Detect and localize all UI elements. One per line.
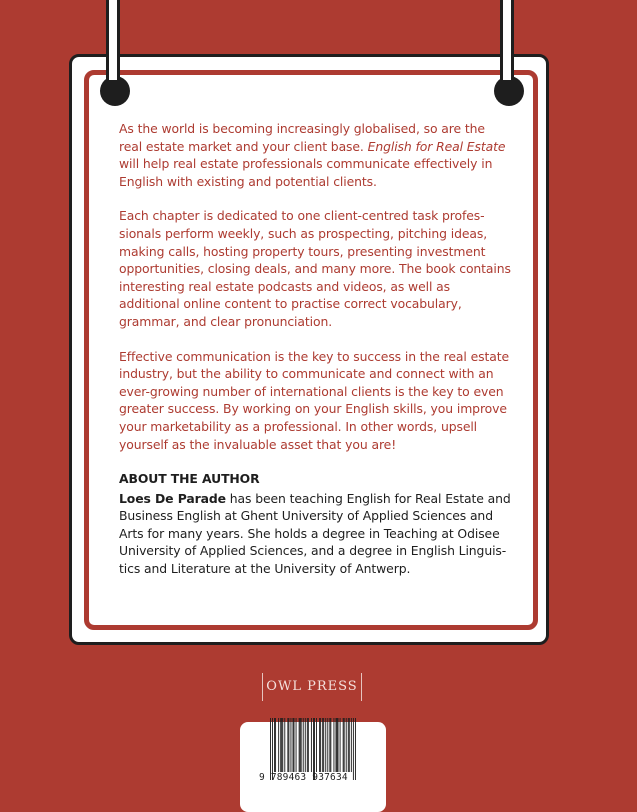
author-name: Loes De Parade bbox=[119, 490, 226, 506]
barcode-bar bbox=[280, 718, 281, 772]
description-paragraph-3: Effective communication is the key to success in the real estate industry, but the ability to communicate and connect with an ever-growing number of international clients is the key to even greater success. By working on your English skills, you improve your marketability as a professional. In other words, upsell yourself as the invaluable asset that you are! bbox=[119, 348, 510, 452]
barcode-bar bbox=[337, 718, 338, 772]
description-paragraph-1-intro: As the world is becoming increasingly globalised, so are the real estate market and your client base. bbox=[119, 121, 485, 154]
barcode-bar bbox=[336, 718, 337, 772]
barcode-bar bbox=[282, 718, 283, 772]
barcode-bar bbox=[327, 718, 328, 772]
description-paragraph-1-end: will help real estate professionals communicate effectively in English with existing and potential clients. bbox=[119, 156, 493, 189]
barcode-bar bbox=[330, 718, 331, 772]
barcode-bar bbox=[290, 718, 291, 772]
author-bio-text: has been teaching English for Real Estate and Business English at Ghent University of Applied Sciences and Arts for many years. She holds a degree in Teaching at Odisee University of Applied Sciences, and a degree in English Linguistics and Literature at the University of Antwerp. bbox=[119, 490, 511, 577]
barcode-bar bbox=[344, 718, 345, 772]
hanger-left bbox=[106, 0, 120, 83]
barcode-bar bbox=[340, 718, 341, 772]
barcode-bar bbox=[270, 718, 271, 780]
barcode-bar bbox=[281, 718, 282, 772]
barcode-icon bbox=[270, 718, 356, 780]
barcode-bar bbox=[303, 718, 304, 772]
barcode-bar bbox=[300, 718, 301, 772]
barcode-bar bbox=[333, 718, 334, 772]
barcode-bar bbox=[348, 718, 349, 772]
barcode-bar bbox=[275, 718, 276, 772]
barcode-bar bbox=[320, 718, 321, 772]
barcode-bar bbox=[351, 718, 352, 772]
barcode-bar bbox=[278, 718, 279, 772]
hanger-right bbox=[500, 0, 514, 83]
barcode-bar bbox=[316, 718, 317, 772]
barcode-bar bbox=[313, 718, 314, 780]
barcode-bar bbox=[314, 718, 315, 780]
book-title: English for Real Estate bbox=[367, 138, 506, 154]
description-paragraph-1 bbox=[119, 120, 511, 190]
barcode-bar bbox=[353, 718, 354, 780]
publisher-logo: OWL PRESS bbox=[262, 673, 362, 701]
barcode-bar bbox=[311, 718, 312, 772]
author-bio bbox=[119, 490, 511, 578]
barcode-bar bbox=[299, 718, 300, 772]
barcode-bar bbox=[307, 718, 308, 772]
barcode-bar bbox=[355, 718, 356, 780]
barcode-bar bbox=[322, 718, 323, 772]
barcode-bar bbox=[272, 718, 273, 780]
barcode-bar bbox=[274, 718, 275, 772]
barcode-bar bbox=[288, 718, 289, 772]
barcode-bar bbox=[323, 718, 324, 772]
barcode-bar bbox=[319, 718, 320, 772]
barcode-bar bbox=[284, 718, 285, 772]
barcode-number: 9 789463 937634 bbox=[259, 772, 348, 783]
barcode-bar bbox=[293, 718, 294, 772]
barcode-bar bbox=[343, 718, 344, 772]
barcode-bar bbox=[308, 718, 309, 772]
about-author-heading: ABOUT THE AUTHOR bbox=[119, 471, 260, 487]
barcode-bar bbox=[294, 718, 295, 772]
barcode-bar bbox=[346, 718, 347, 772]
barcode-bar bbox=[305, 718, 306, 772]
barcode-bar bbox=[301, 718, 302, 772]
barcode-bar bbox=[287, 718, 288, 772]
back-cover-text bbox=[119, 120, 511, 578]
description-paragraph-2: Each chapter is dedicated to one client-centred task professionals perform weekly, such as prospecting, pitching ideas, making calls, hosting property tours, presenting investment opportunities, closing deals, and many more. The book contains interesting real estate podcasts and videos, as well as additional online content to practise correct vocabulary, grammar, and clear pronunciation. bbox=[119, 208, 511, 329]
barcode-bar bbox=[329, 718, 330, 772]
barcode-bar bbox=[296, 718, 297, 772]
barcode-bar bbox=[349, 718, 350, 772]
barcode-bar bbox=[325, 718, 326, 772]
barcode-bar bbox=[338, 718, 339, 772]
